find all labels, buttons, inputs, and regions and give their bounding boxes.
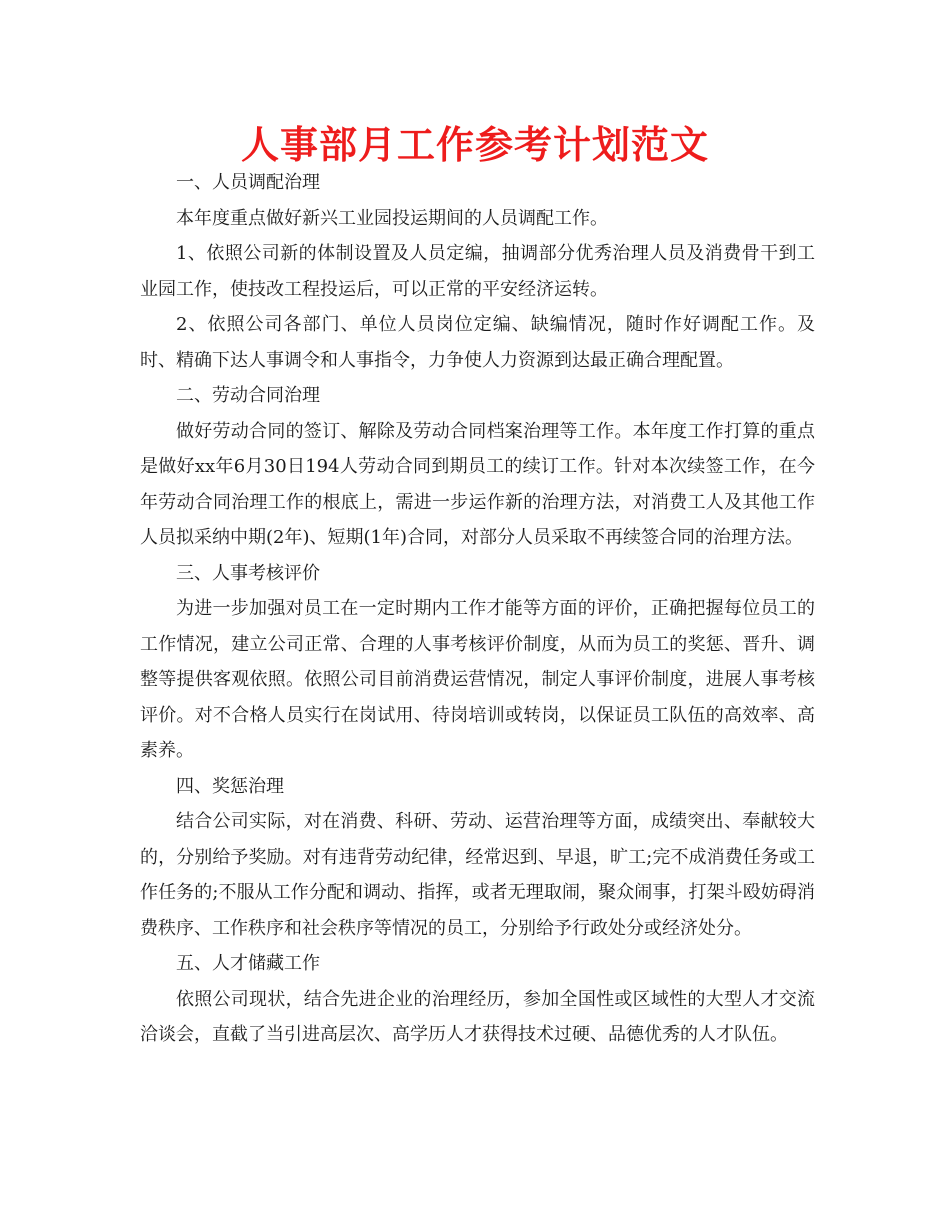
document-title: 人事部月工作参考计划范文 — [240, 123, 709, 167]
paragraph-5: 为进一步加强对员工在一定时期内工作才能等方面的评价，正确把握每位员工的工作情况，建立公司正常、合理的人事考核评价制度，从而为员工的奖惩、晋升、调整等提供客观依照。依照公司目前消费运营情况，制定人事评价制度，进展人事考核评价。对不合格人员实行在岗试用、待岗培训或转岗，以保证员工队伍的高效率、高素养。 — [140, 598, 815, 761]
paragraph-3: 2、依照公司各部门、单位人员岗位定编、缺编情况，随时作好调配工作。及时、精确下达人事调令和人事指令，力争使人力资源到达最正确合理配置。 — [140, 314, 815, 371]
section-heading-3: 三、人事考核评价 — [176, 562, 320, 584]
section-heading-4: 四、奖惩治理 — [176, 775, 284, 797]
document-body — [140, 165, 815, 1053]
paragraph-2: 1、依照公司新的体制设置及人员定编，抽调部分优秀治理人员及消费骨干到工业园工作，使技改工程投运后，可以正常的平安经济运转。 — [140, 243, 815, 300]
paragraph-7: 依照公司现状，结合先进企业的治理经历，参加全国性或区域性的大型人才交流洽谈会，直截了当引进高层次、高学历人才获得技术过硬、品德优秀的人才队伍。 — [140, 988, 815, 1045]
section-heading-2: 二、劳动合同治理 — [176, 385, 320, 406]
section-heading-1: 一、人员调配治理 — [176, 172, 320, 193]
paragraph-4: 做好劳动合同的签订、解除及劳动合同档案治理等工作。本年度工作打算的重点是做好xx年6月30日194人劳动合同到期员工的续订工作。针对本次续签工作，在今年劳动合同治理工作的根底上，需进一步运作新的治理方法，对消费工人及其他工作人员拟采纳中期(2年)、短期(1年)合同，对部分人员采取不再续签合同的治理方法。 — [140, 420, 815, 548]
paragraph-6: 结合公司实际，对在消费、科研、劳动、运营治理等方面，成绩突出、奉献较大的，分别给予奖励。对有违背劳动纪律，经常迟到、早退，旷工;完不成消费任务或工作任务的;不服从工作分配和调动、指挥，或者无理取闹，聚众闹事，打架斗殴妨碍消费秩序、工作秩序和社会秩序等情况的员工，分别给予行政处分或经济处分。 — [140, 811, 815, 939]
paragraph-1: 本年度重点做好新兴工业园投运期间的人员调配工作。 — [176, 207, 608, 229]
section-heading-5: 五、人才储藏工作 — [176, 953, 320, 974]
